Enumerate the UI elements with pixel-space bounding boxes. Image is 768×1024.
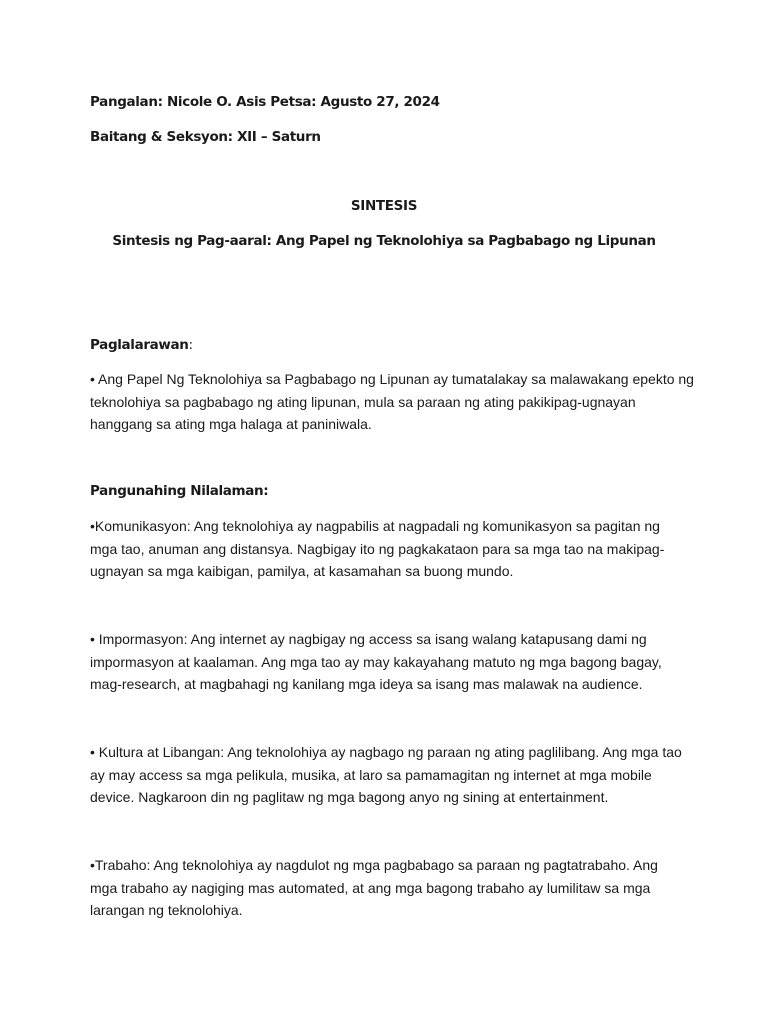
description-heading xyxy=(90,337,193,353)
paragraph-line: impormasyon at kaalaman. Ang mga tao ay may kakayahang matuto ng mga bagong bagay, xyxy=(90,653,662,670)
paragraph-line: ugnayan sa mga kaibigan, pamilya, at kasamahan sa buong mundo. xyxy=(90,563,514,579)
content-item-culture xyxy=(90,741,690,809)
main-content-heading: Pangunahing Nilalaman: xyxy=(90,483,269,499)
document-subtitle: Sintesis ng Pag-aaral: Ang Papel ng Teknolohiya sa Pagbabago ng Lipunan xyxy=(112,233,656,249)
paragraph-line: • Ang Papel Ng Teknolohiya sa Pagbabago ng Lipunan ay tumatalakay sa malawakang epekto ng xyxy=(90,371,694,387)
description-paragraph xyxy=(90,368,694,436)
paragraph-line: • Kultura at Libangan: Ang teknolohiya ay nagbago ng paraan ng ating paglilibang. Ang mga tao xyxy=(90,744,682,760)
document-title: SINTESIS xyxy=(350,198,418,214)
paragraph-line: ay may access sa mga pelikula, musika, at laro sa pamamagitan ng internet at mga mobile xyxy=(90,766,652,783)
paragraph-line: •Komunikasyon: Ang teknolohiya ay nagpabilis at nagpadali ng komunikasyon sa pagitan ng xyxy=(90,518,660,534)
name-date-line: Pangalan: Nicole O. Asis Petsa: Agusto 27, 2024 xyxy=(90,94,440,110)
paragraph-line: larangan ng teknolohiya. xyxy=(90,902,243,918)
grade-section-line: Baitang & Seksyon: XII – Saturn xyxy=(90,129,321,145)
paragraph-line: hanggang sa ating mga halaga at paniniwala. xyxy=(90,416,372,432)
paragraph-line: teknolohiya sa pagbabago ng ating lipunan, mula sa paraan ng ating pakikipag-ugnayan xyxy=(90,393,636,410)
paragraph-line: mag-research, at magbahagi ng kanilang mga ideya sa isang mas malawak na audience. xyxy=(90,676,643,692)
content-item-communication xyxy=(90,515,690,583)
paragraph-line: device. Nagkaroon din ng paglitaw ng mga bagong anyo ng sining at entertainment. xyxy=(90,789,609,805)
content-item-work xyxy=(90,854,690,922)
paragraph-line: •Trabaho: Ang teknolohiya ay nagdulot ng mga pagbabago sa paraan ng pagtatrabaho. Ang xyxy=(90,857,658,873)
paragraph-line: mga trabaho ay nagiging mas automated, at ang mga bagong trabaho ay lumilitaw sa mga xyxy=(90,879,651,896)
paragraph-line: mga tao, anuman ang distansya. Nagbigay ito ng pagkakataon para sa mga tao na makipag- xyxy=(90,540,665,557)
description-heading-colon: : xyxy=(188,337,193,353)
description-heading-text: Paglalarawan xyxy=(90,337,189,353)
content-item-information xyxy=(90,628,690,696)
paragraph-line: • Impormasyon: Ang internet ay nagbigay ng access sa isang walang katapusang dami ng xyxy=(90,631,647,647)
